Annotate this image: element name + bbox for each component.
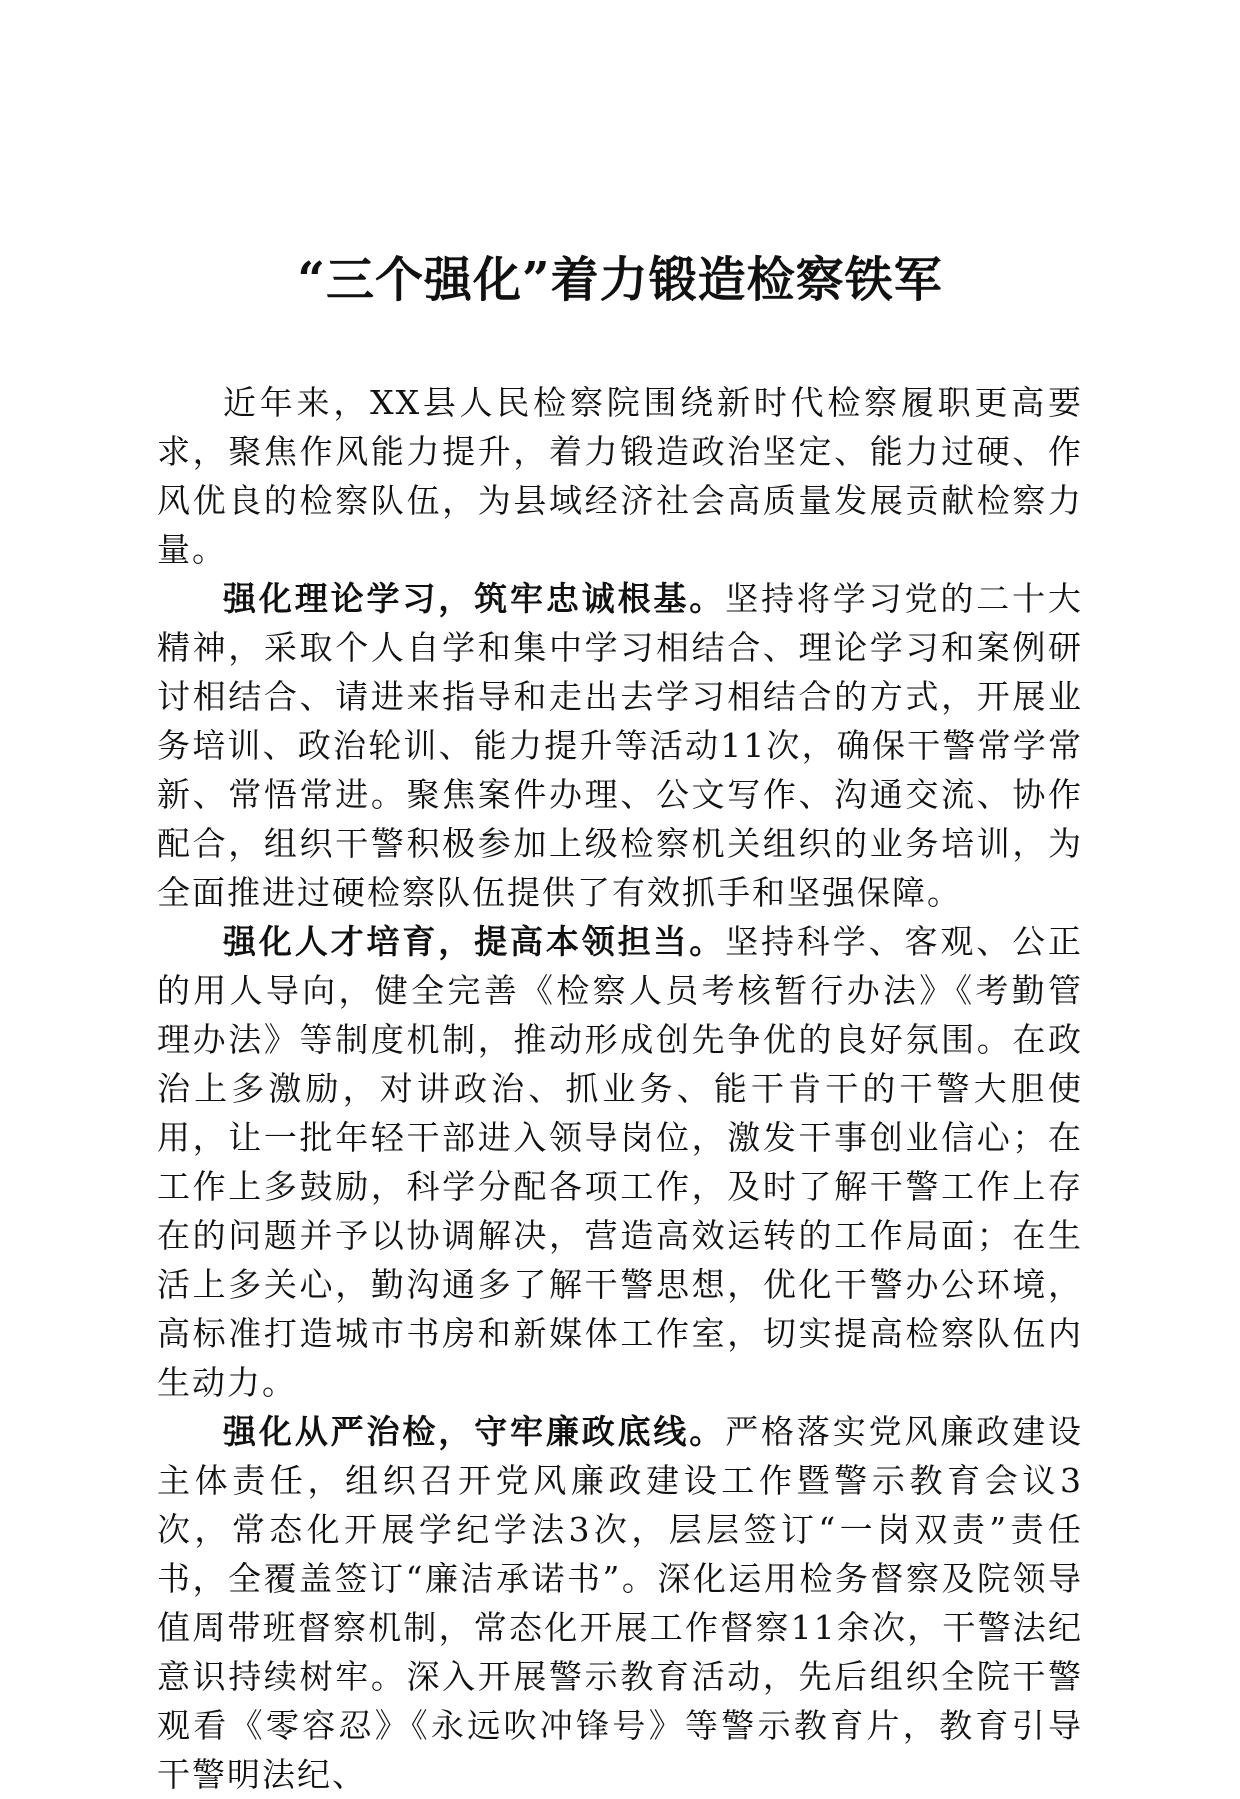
section-paragraph-discipline xyxy=(157,1407,1083,1799)
document-title: “三个强化”着力锻造检察铁军 xyxy=(297,252,943,308)
section-lead-talent: 强化人才培育，提高本领担当。 xyxy=(223,922,726,961)
section-text-theory: 坚持将学习党的二十大精神，采取个人自学和集中学习相结合、理论学习和案例研讨相结合、请进来指导和走出去学习相结合的方式，开展业务培训、政治轮训、能力提升等活动11次，确保干警常学常新、常悟常进。聚焦案件办理、公文写作、沟通交流、协作配合，组织干警积极参加上级检察机关组织的业务培训，为全面推进过硬检察队伍提供了有效抓手和坚强保障。 xyxy=(157,579,1084,912)
intro-paragraph xyxy=(157,378,1083,574)
intro-text: 近年来，XX县人民检察院围绕新时代检察履职更高要求，聚焦作风能力提升，着力锻造政治坚定、能力过硬、作风优良的检察队伍，为县域经济社会高质量发展贡献检察力量。 xyxy=(157,383,1083,569)
section-paragraph-theory xyxy=(157,574,1083,917)
section-lead-discipline: 强化从严治检，守牢廉政底线。 xyxy=(223,1412,726,1451)
section-lead-theory: 强化理论学习，筑牢忠诚根基。 xyxy=(223,579,726,618)
document-body xyxy=(157,378,1083,1799)
section-text-talent: 坚持科学、客观、公正的用人导向，健全完善《检察人员考核暂行办法》《考勤管理办法》等制度机制，推动形成创先争优的良好氛围。在政治上多激励，对讲政治、抓业务、能干肯干的干警大胆使用，让一批年轻干部进入领导岗位，激发干事创业信心；在工作上多鼓励，科学分配各项工作，及时了解干警工作上存在的问题并予以协调解决，营造高效运转的工作局面；在生活上多关心，勤沟通多了解干警思想，优化干警办公环境，高标准打造城市书房和新媒体工作室，切实提高检察队伍内生动力。 xyxy=(157,922,1084,1402)
section-paragraph-talent xyxy=(157,917,1083,1407)
section-text-discipline: 严格落实党风廉政建设主体责任，组织召开党风廉政建设工作暨警示教育会议3次，常态化开展学纪学法3次，层层签订“一岗双责”责任书，全覆盖签订“廉洁承诺书”。深化运用检务督察及院领导值周带班督察机制，常态化开展工作督察11余次，干警法纪意识持续树牢。深入开展警示教育活动，先后组织全院干警观看《零容忍》《永远吹冲锋号》等警示教育片，教育引导干警明法纪、 xyxy=(157,1412,1084,1794)
